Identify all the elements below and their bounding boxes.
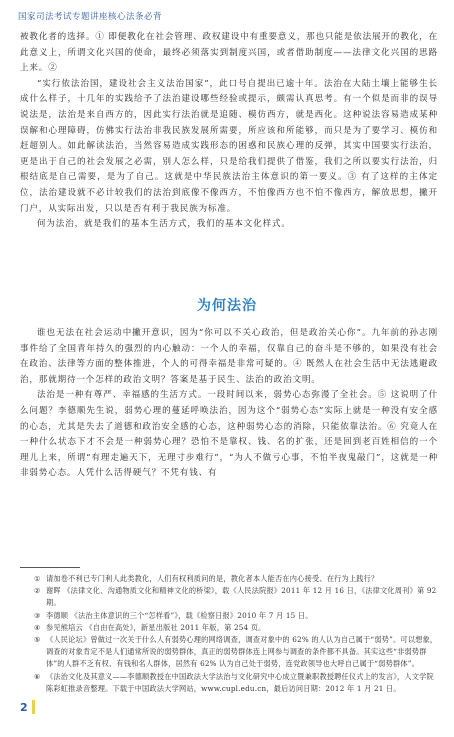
footnote [20,573,440,585]
footnote-text: 《法治文化及其意义——李德顺教授在中国政法大学法治与文化研究中心成立暨兼职教授聘任仪式上的发言》，人文学院陈彩虹推录音整理。下载于中国政法大学网站，www.cupl.edu.cn，最后访问日期：2012 年 1 月 21 日。 [46,671,434,693]
footnote-number: ⑥ [34,671,41,681]
body-text-top [20,30,438,233]
body-text-bottom [20,326,438,482]
paragraph: 何为法治，就是我们的基本生活方式，我们的基本文化样式。 [37,219,291,230]
footnote-text: 《人民论坛》曾做过一次关于什么人有弱势心理的网络调查，调查对象中的 62% 的人认为自己属于“弱势”。可以想象，调查的对象肯定不是人们通常所说的弱势群体，真正的弱势群体连上网参与调查的条件都不具备。其实这些“非弱势群体”的人群不乏有权、有钱和名人群体，居然有 62% 认为自己处于弱势，连党政领导也大呼自己属于“弱势群体”。 [46,635,438,669]
paragraph: 被教化者的选择。① 即便教化在社会管理、政权建设中有重要意义，那也只能是依法展开的教化，在此意义上，所谓文化兴国的使命，最终必须落实到制度兴国，或者借助制度——法律文化兴国的思路上来。② [20,32,438,74]
footnote [20,622,440,634]
page-number: 2 [20,701,28,714]
footnote-divider [20,567,80,568]
footnote-text: 李德顺 《法治主体意识的三个“怎样看”》，载《检察日报》2010 年 7 月 15 日。 [46,610,313,620]
footnote [20,634,440,671]
paragraph: “实行依法治国，建设社会主义法治国家”，此口号自提出已逾十年。法治在大陆土壤上能够生长成什么样子，十几年的实践给予了法治建设哪些经验或提示，颇需认真思考。有一个似是而非的误导说法是，法治是来自西方的，因此实行法治就是追随、模仿西方，就是西化。这种说法容易造成某种误解和心理障碍，仿佛实行法治非我民族发展所需要，所应该和所能够，而只是为了要学习、模仿和赶超别人。如此解读法治，当然容易造成实践形态的困惑和民族心理的反弹，其实中国要实行法治，更是出于自己的社会发展之必需，别人怎么样，只是给我们提供了借鉴，我们之所以要实行法治，归根结底是自己需要，是为了自己。这就是中华民族法治主体意识的第一要义。③ 有了这样的主体定位，法治建设就不必计较我们的法治到底像不像西方，不怕像西方也不怕不像西方，解放思想，撇开门户，从实际出发，只以是否有利于我民族为标准。 [20,78,438,214]
footnote-number: ① [34,574,41,583]
footnote [20,585,440,609]
footnote-text: 参见熊培云 《自由在高处》，新星出版社 2011 年版，第 254 页。 [46,622,266,632]
section-title: 为何法治 [197,298,257,314]
footnote-number: ④ [34,622,41,632]
footnote [20,671,440,695]
paragraph: 法治是一种有尊严、幸福感的生活方式。一段时间以来，弱势心态弥漫了全社会。⑤ 这说明了什么问题？李德顺先生说，弱势心理的蔓延呼唤法治，因为这个“弱势心态”实际上就是一种没有安全感的心态，尤其是失去了道德和政治安全感的心态，这种弱势心态的消除，只能依靠法治。⑥ 究竟人在一种什么状态下才不会是一种弱势心理？恐怕不是靠权、钱、名的扩张，还是回到老百姓相信的一个理儿上来，所谓“有理走遍天下，无理寸步难行”，“为人不做亏心事，不怕半夜鬼敲门”，这就是一种非弱势心态。人凭什么活得硬气？不凭有钱、有 [20,390,438,479]
footnote-text: 请加卷不利已专门利人此类教化，人们有权利质问的是，教化者本人能否在内心接受、在行为上践行？ [46,574,379,583]
footnote-number: ③ [34,610,41,620]
page-number-bar [32,700,35,714]
running-header: 国家司法考试专题讲座核心法条必背 [18,12,163,22]
footnote [20,610,440,622]
footnote-number: ② [34,586,41,596]
paragraph: 谁也无法在社会运动中撇开意识，因为“你可以不关心政治，但是政治关心你”。九年前的孙志刚事件给了全国青年持久的强烈的内心触动：一个人的幸福，仅靠自己的奋斗是不够的，如果没有社会在政治、法律等方面的整体推进，个人的可得幸福是非常可疑的。④ 既然人在社会生活中无法逃避政治，那就期待一个怎样的政治文明？答案是基于民生、法治的政治文明。 [20,328,438,385]
footnote-text: 谢晖 《法律文化、沟通物质文化和精神文化的桥梁》，载《人民法院报》2011 年 12 月 16 日，《法律文化周刊》第 92 期。 [46,586,437,608]
footnote-number: ⑤ [34,635,41,645]
footnotes [20,573,440,695]
